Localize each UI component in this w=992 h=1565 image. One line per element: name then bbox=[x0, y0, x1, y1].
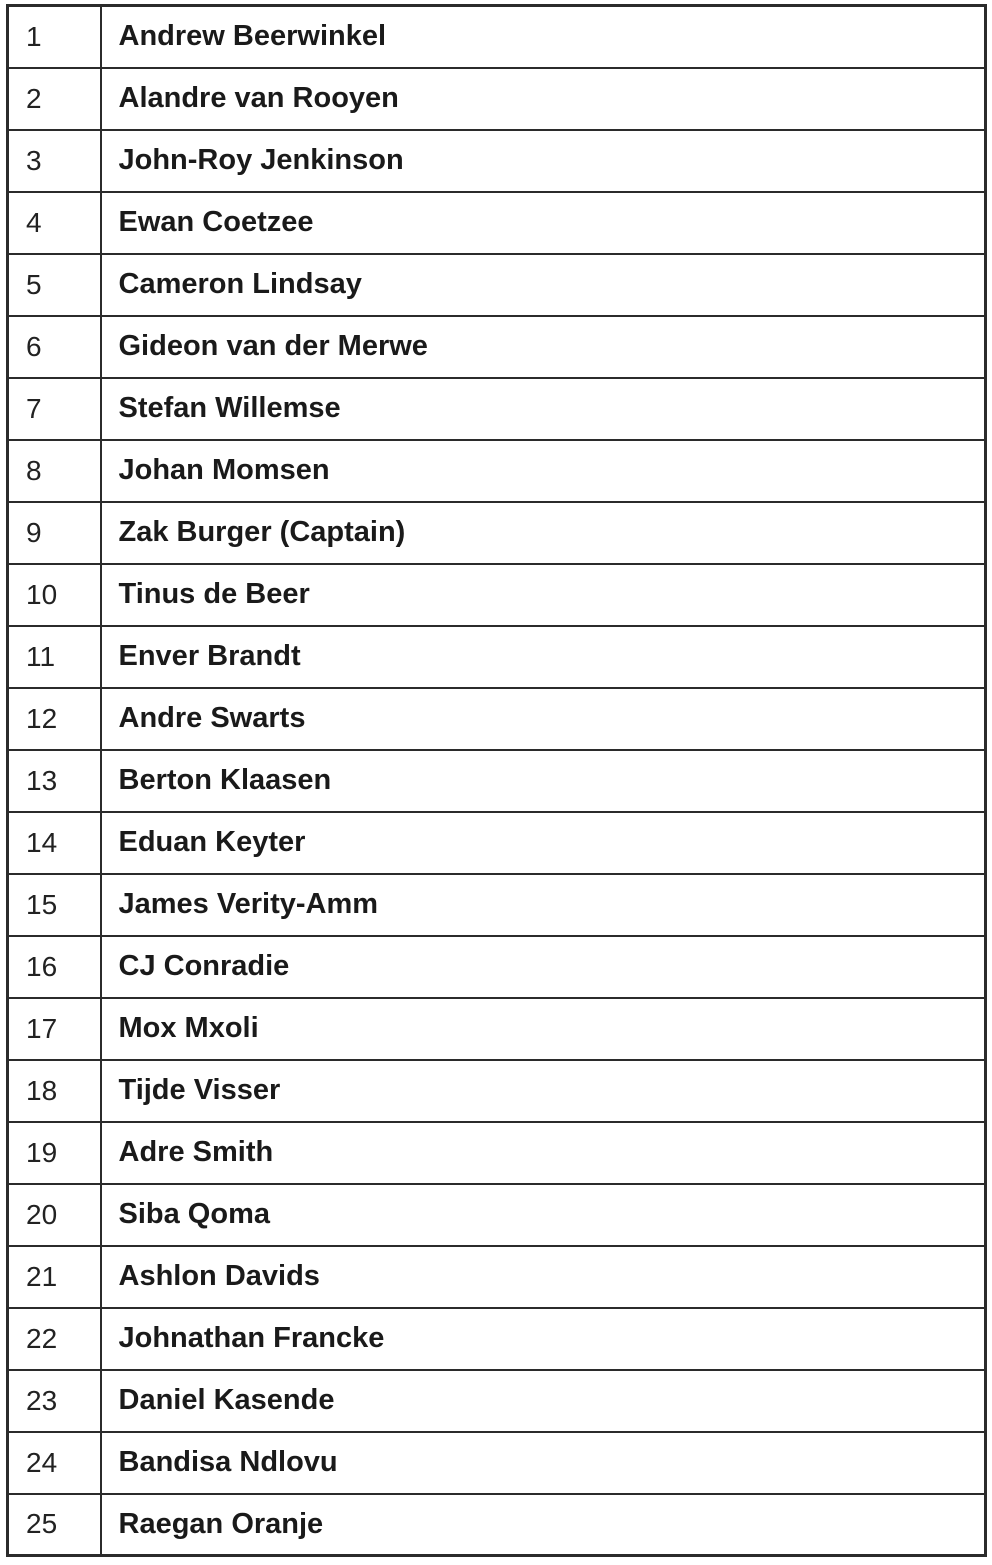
number-cell bbox=[8, 936, 101, 998]
number-cell bbox=[8, 874, 101, 936]
name-cell bbox=[101, 812, 986, 874]
player-name: CJ Conradie bbox=[118, 950, 290, 982]
jersey-number: 1 bbox=[26, 20, 42, 52]
jersey-number: 2 bbox=[26, 82, 42, 114]
number-cell bbox=[8, 192, 101, 254]
table-row bbox=[8, 1122, 986, 1184]
jersey-number: 5 bbox=[26, 268, 42, 300]
jersey-number: 20 bbox=[26, 1198, 58, 1230]
table-row bbox=[8, 440, 986, 502]
table-row bbox=[8, 192, 986, 254]
jersey-number: 4 bbox=[26, 206, 42, 238]
number-cell bbox=[8, 1246, 101, 1308]
jersey-number: 3 bbox=[26, 144, 42, 176]
table-row bbox=[8, 1432, 986, 1494]
table-row bbox=[8, 1060, 986, 1122]
table-row bbox=[8, 998, 986, 1060]
player-name: Cameron Lindsay bbox=[118, 268, 362, 300]
number-cell bbox=[8, 1494, 101, 1556]
table-row bbox=[8, 874, 986, 936]
jersey-number: 23 bbox=[26, 1384, 58, 1416]
number-cell bbox=[8, 626, 101, 688]
number-cell bbox=[8, 1432, 101, 1494]
jersey-number: 8 bbox=[26, 454, 42, 486]
table-row bbox=[8, 812, 986, 874]
table-row bbox=[8, 688, 986, 750]
number-cell bbox=[8, 440, 101, 502]
table-row bbox=[8, 6, 986, 68]
player-name: John-Roy Jenkinson bbox=[118, 144, 404, 176]
name-cell bbox=[101, 1122, 986, 1184]
table-row bbox=[8, 936, 986, 998]
jersey-number: 13 bbox=[26, 764, 58, 796]
table-row bbox=[8, 254, 986, 316]
name-cell bbox=[101, 1184, 986, 1246]
player-name: Ewan Coetzee bbox=[118, 206, 314, 238]
number-cell bbox=[8, 812, 101, 874]
player-name: Adre Smith bbox=[118, 1136, 274, 1168]
squad-table bbox=[6, 4, 987, 1557]
table-row bbox=[8, 1370, 986, 1432]
number-cell bbox=[8, 130, 101, 192]
jersey-number: 16 bbox=[26, 950, 58, 982]
name-cell bbox=[101, 564, 986, 626]
jersey-number: 21 bbox=[26, 1260, 58, 1292]
squad-table-body bbox=[8, 6, 986, 1556]
name-cell bbox=[101, 502, 986, 564]
number-cell bbox=[8, 998, 101, 1060]
name-cell bbox=[101, 440, 986, 502]
table-row bbox=[8, 626, 986, 688]
player-name: Mox Mxoli bbox=[118, 1012, 259, 1044]
table-row bbox=[8, 564, 986, 626]
number-cell bbox=[8, 378, 101, 440]
jersey-number: 6 bbox=[26, 330, 42, 362]
name-cell bbox=[101, 874, 986, 936]
jersey-number: 9 bbox=[26, 516, 42, 548]
name-cell bbox=[101, 1246, 986, 1308]
player-name: Ashlon Davids bbox=[118, 1260, 320, 1292]
player-name: Siba Qoma bbox=[118, 1198, 270, 1230]
jersey-number: 17 bbox=[26, 1012, 58, 1044]
name-cell bbox=[101, 316, 986, 378]
table-row bbox=[8, 378, 986, 440]
number-cell bbox=[8, 1060, 101, 1122]
player-name: Eduan Keyter bbox=[118, 826, 306, 858]
player-name: Enver Brandt bbox=[118, 640, 301, 672]
number-cell bbox=[8, 564, 101, 626]
number-cell bbox=[8, 254, 101, 316]
jersey-number: 22 bbox=[26, 1322, 58, 1354]
player-name: Tinus de Beer bbox=[118, 578, 310, 610]
player-name: Stefan Willemse bbox=[118, 392, 341, 424]
number-cell bbox=[8, 316, 101, 378]
jersey-number: 14 bbox=[26, 826, 58, 858]
jersey-number: 18 bbox=[26, 1074, 58, 1106]
player-name: Zak Burger (Captain) bbox=[118, 516, 406, 548]
jersey-number: 15 bbox=[26, 888, 58, 920]
player-name: Johan Momsen bbox=[118, 454, 330, 486]
table-row bbox=[8, 750, 986, 812]
number-cell bbox=[8, 1122, 101, 1184]
jersey-number: 10 bbox=[26, 578, 58, 610]
table-row bbox=[8, 502, 986, 564]
table-row bbox=[8, 1184, 986, 1246]
jersey-number: 19 bbox=[26, 1136, 58, 1168]
table-row bbox=[8, 1494, 986, 1556]
name-cell bbox=[101, 378, 986, 440]
name-cell bbox=[101, 626, 986, 688]
table-row bbox=[8, 68, 986, 130]
number-cell bbox=[8, 6, 101, 68]
number-cell bbox=[8, 1184, 101, 1246]
jersey-number: 11 bbox=[26, 640, 56, 672]
number-cell bbox=[8, 1308, 101, 1370]
name-cell bbox=[101, 1494, 986, 1556]
player-name: Andrew Beerwinkel bbox=[118, 20, 387, 53]
jersey-number: 12 bbox=[26, 702, 58, 734]
player-name: Tijde Visser bbox=[118, 1074, 281, 1106]
player-name: Gideon van der Merwe bbox=[118, 330, 428, 362]
player-name: Daniel Kasende bbox=[118, 1384, 335, 1416]
name-cell bbox=[101, 936, 986, 998]
name-cell bbox=[101, 998, 986, 1060]
name-cell bbox=[101, 192, 986, 254]
table-row bbox=[8, 1246, 986, 1308]
table-row bbox=[8, 316, 986, 378]
name-cell bbox=[101, 68, 986, 130]
name-cell bbox=[101, 1060, 986, 1122]
name-cell bbox=[101, 1432, 986, 1494]
player-name: James Verity-Amm bbox=[118, 888, 379, 920]
player-name: Bandisa Ndlovu bbox=[118, 1446, 338, 1478]
player-name: Alandre van Rooyen bbox=[118, 82, 399, 114]
name-cell bbox=[101, 6, 986, 68]
jersey-number: 7 bbox=[26, 392, 42, 424]
player-name: Raegan Oranje bbox=[118, 1507, 324, 1540]
number-cell bbox=[8, 502, 101, 564]
player-name: Andre Swarts bbox=[118, 702, 306, 734]
player-name: Berton Klaasen bbox=[118, 764, 332, 796]
player-name: Johnathan Francke bbox=[118, 1322, 385, 1354]
name-cell bbox=[101, 1370, 986, 1432]
number-cell bbox=[8, 688, 101, 750]
number-cell bbox=[8, 1370, 101, 1432]
name-cell bbox=[101, 688, 986, 750]
number-cell bbox=[8, 750, 101, 812]
number-cell bbox=[8, 68, 101, 130]
name-cell bbox=[101, 750, 986, 812]
table-row bbox=[8, 1308, 986, 1370]
name-cell bbox=[101, 254, 986, 316]
table-row bbox=[8, 130, 986, 192]
jersey-number: 25 bbox=[26, 1508, 58, 1540]
name-cell bbox=[101, 130, 986, 192]
name-cell bbox=[101, 1308, 986, 1370]
jersey-number: 24 bbox=[26, 1446, 58, 1478]
